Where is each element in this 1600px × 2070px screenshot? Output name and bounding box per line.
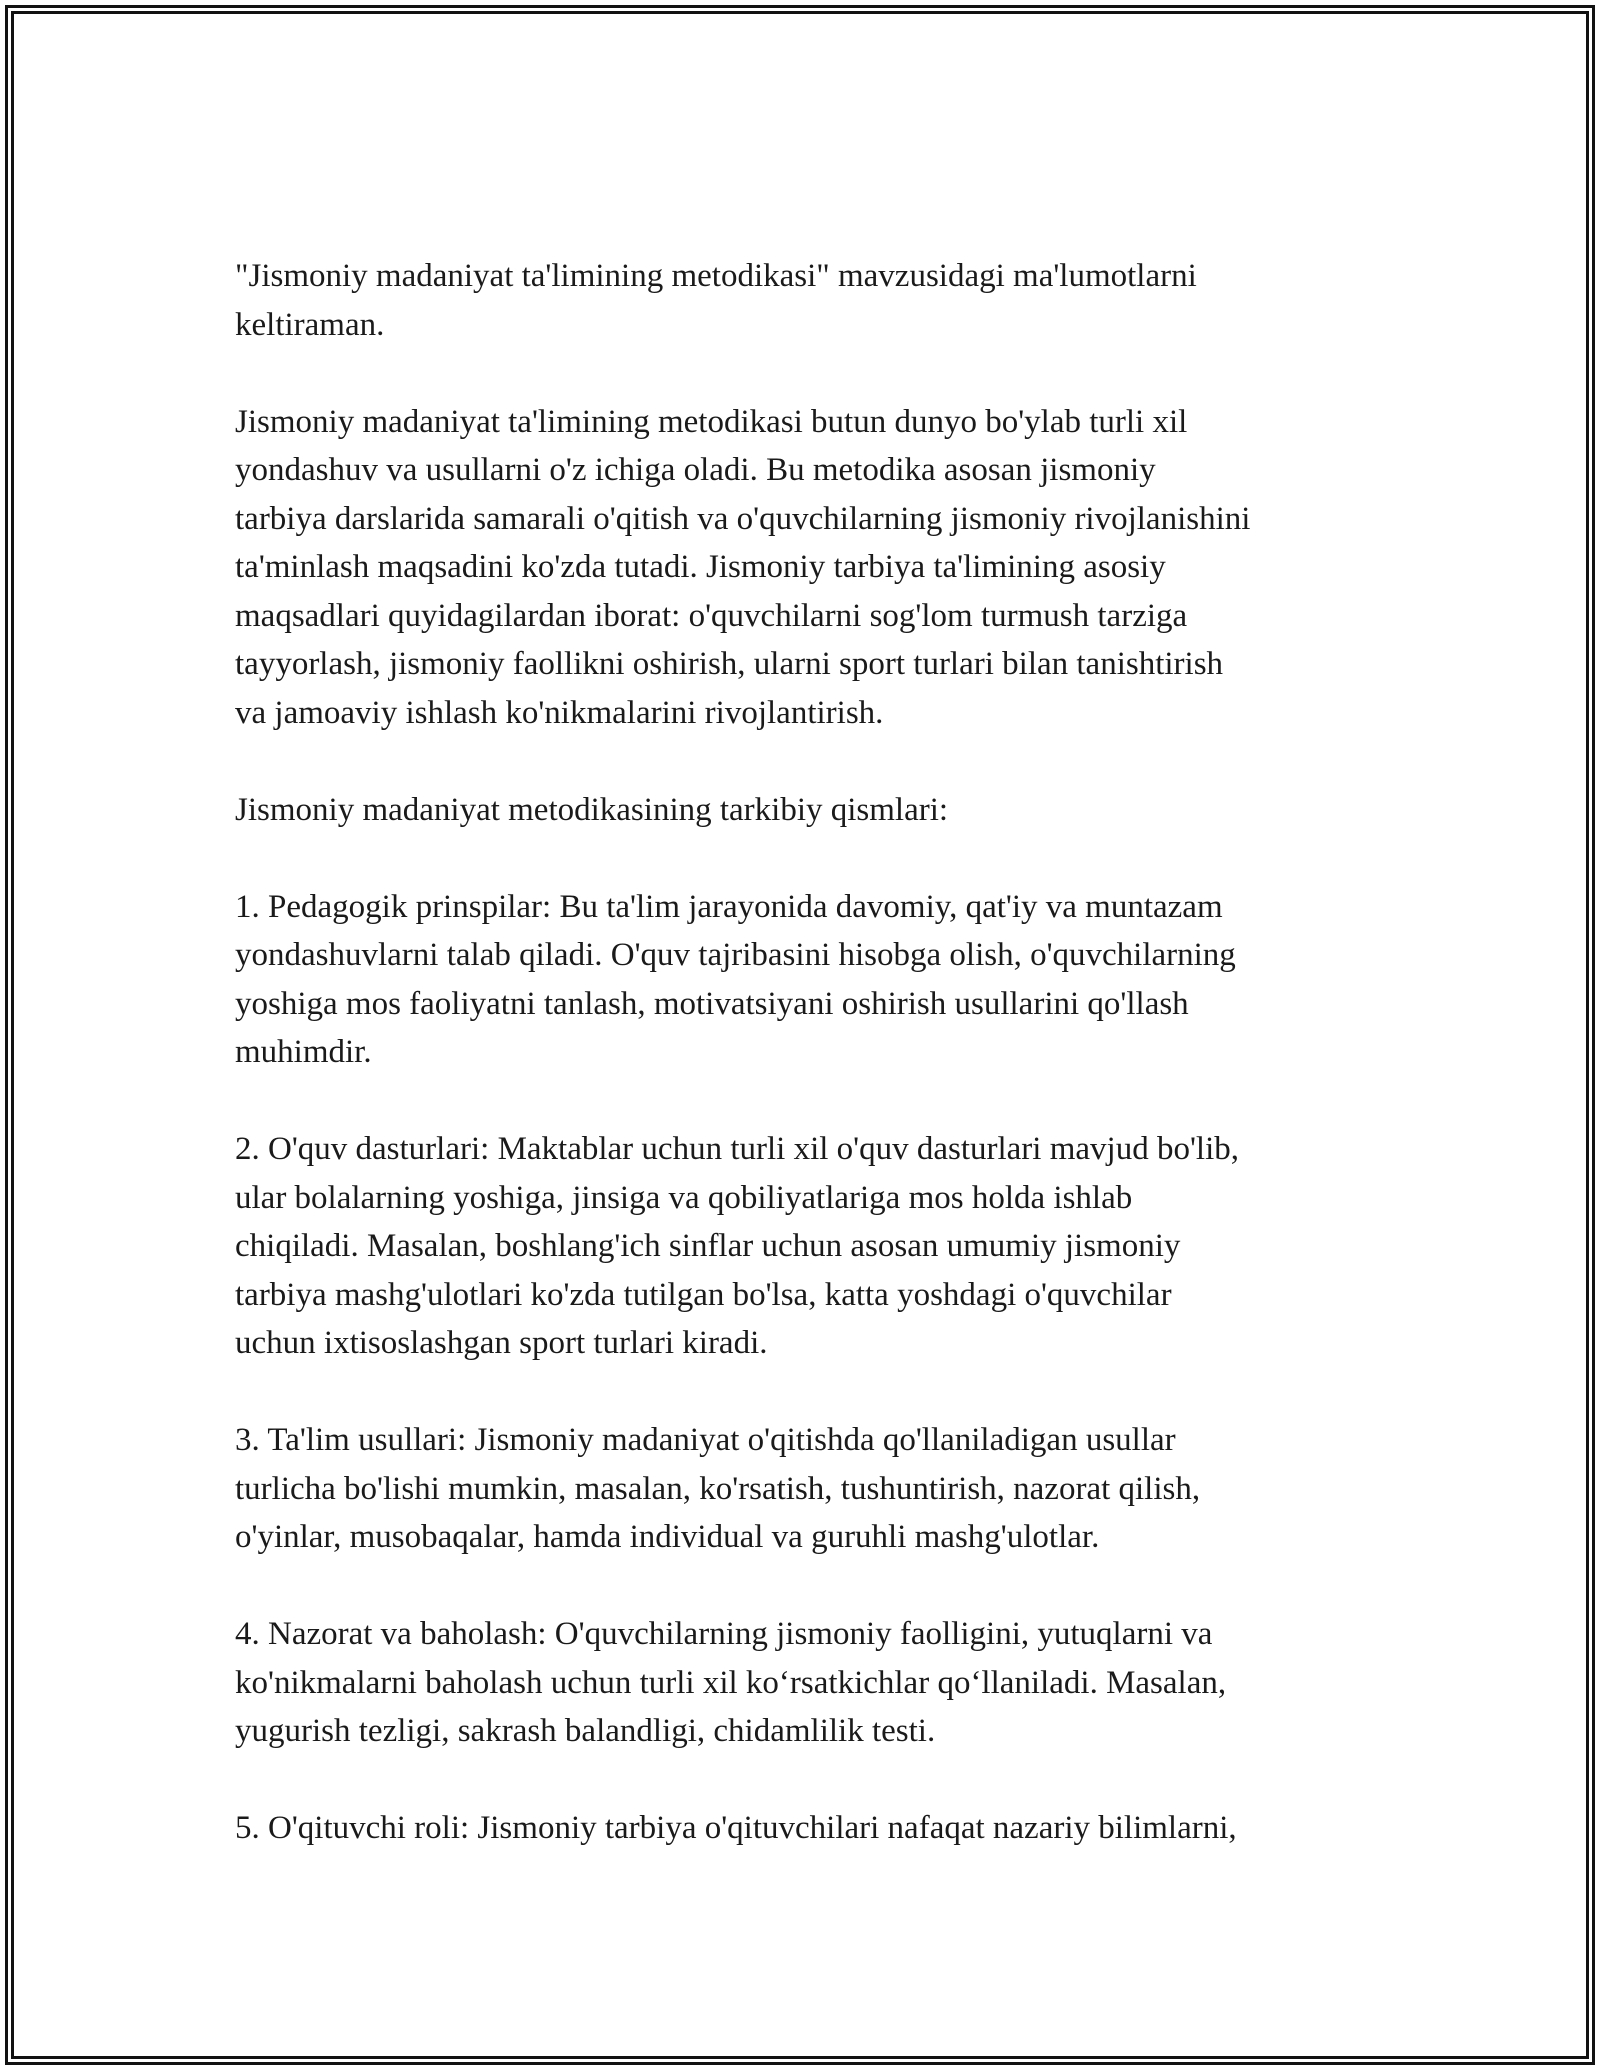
document-body <box>235 252 1385 1901</box>
text-line: muhimdir. <box>235 1034 372 1070</box>
text-line: yugurish tezligi, sakrash balandligi, chidamlilik testi. <box>235 1713 936 1749</box>
text-line: tarbiya mashg'ulotlari ko'zda tutilgan bo'lsa, katta yoshdagi o'quvchilar <box>235 1276 1172 1313</box>
text-line: uchun ixtisoslashgan sport turlari kiradi. <box>235 1325 768 1361</box>
text-line: tarbiya darslarida samarali o'qitish va o'quvchilarning jismoniy rivojlanishini <box>235 500 1251 537</box>
list-item-teaching-methods <box>235 1416 1385 1562</box>
text-line: "Jismoniy madaniyat ta'limining metodikasi" mavzusidagi ma'lumotlarni <box>235 258 1197 294</box>
text-line: keltiraman. <box>235 306 385 343</box>
text-line: 4. Nazorat va baholash: O'quvchilarning jismoniy faolligini, yutuqlarni va <box>235 1616 1213 1652</box>
text-line: ko'nikmalarni baholash uchun turli xil ko‘rsatkichlar qo‘llaniladi. Masalan, <box>235 1664 1227 1701</box>
text-line: o'yinlar, musobaqalar, hamda individual va guruhli mashg'ulotlar. <box>235 1519 1100 1555</box>
paragraph-overview <box>235 398 1385 738</box>
text-line: Jismoniy madaniyat metodikasining tarkibiy qismlari: <box>235 791 949 828</box>
paragraph-intro <box>235 252 1385 349</box>
text-line: 3. Ta'lim usullari: Jismoniy madaniyat o'qitishda qo'llaniladigan usullar <box>235 1422 1176 1458</box>
text-line: Jismoniy madaniyat ta'limining metodikasi butun dunyo bo'ylab turli xil <box>235 403 1188 440</box>
text-line: ta'minlash maqsadini ko'zda tutadi. Jismoniy tarbiya ta'limining asosiy <box>235 549 1166 585</box>
list-item-pedagogical-principles <box>235 883 1385 1077</box>
text-line: chiqiladi. Masalan, boshlang'ich sinflar uchun asosan umumiy jismoniy <box>235 1228 1181 1264</box>
text-line: 1. Pedagogik prinspilar: Bu ta'lim jarayonida davomiy, qat'iy va muntazam <box>235 888 1223 925</box>
text-line: va jamoaviy ishlash ko'nikmalarini rivojlantirish. <box>235 694 884 731</box>
text-line: yondashuv va usullarni o'z ichiga oladi. Bu metodika asosan jismoniy <box>235 452 1156 488</box>
text-line: yondashuvlarni talab qiladi. O'quv tajribasini hisobga olish, o'quvchilarning <box>235 937 1236 973</box>
text-line: tayyorlash, jismoniy faollikni oshirish, ularni sport turlari bilan tanishtirish <box>235 646 1224 682</box>
paragraph-components-heading <box>235 786 1385 835</box>
list-item-assessment <box>235 1610 1385 1756</box>
list-item-teacher-role <box>235 1804 1385 1853</box>
list-item-curricula <box>235 1125 1385 1368</box>
text-line: maqsadlari quyidagilardan iborat: o'quvchilarni sog'lom turmush tarziga <box>235 597 1188 634</box>
text-line: 2. O'quv dasturlari: Maktablar uchun turli xil o'quv dasturlari mavjud bo'lib, <box>235 1131 1239 1167</box>
text-line: yoshiga mos faoliyatni tanlash, motivatsiyani oshirish usullarini qo'llash <box>235 985 1189 1022</box>
text-line: ular bolalarning yoshiga, jinsiga va qobiliyatlariga mos holda ishlab <box>235 1179 1133 1216</box>
text-line: turlicha bo'lishi mumkin, masalan, ko'rsatish, tushuntirish, nazorat qilish, <box>235 1470 1201 1507</box>
text-line: 5. O'qituvchi roli: Jismoniy tarbiya o'qituvchilari nafaqat nazariy bilimlarni, <box>235 1810 1237 1846</box>
